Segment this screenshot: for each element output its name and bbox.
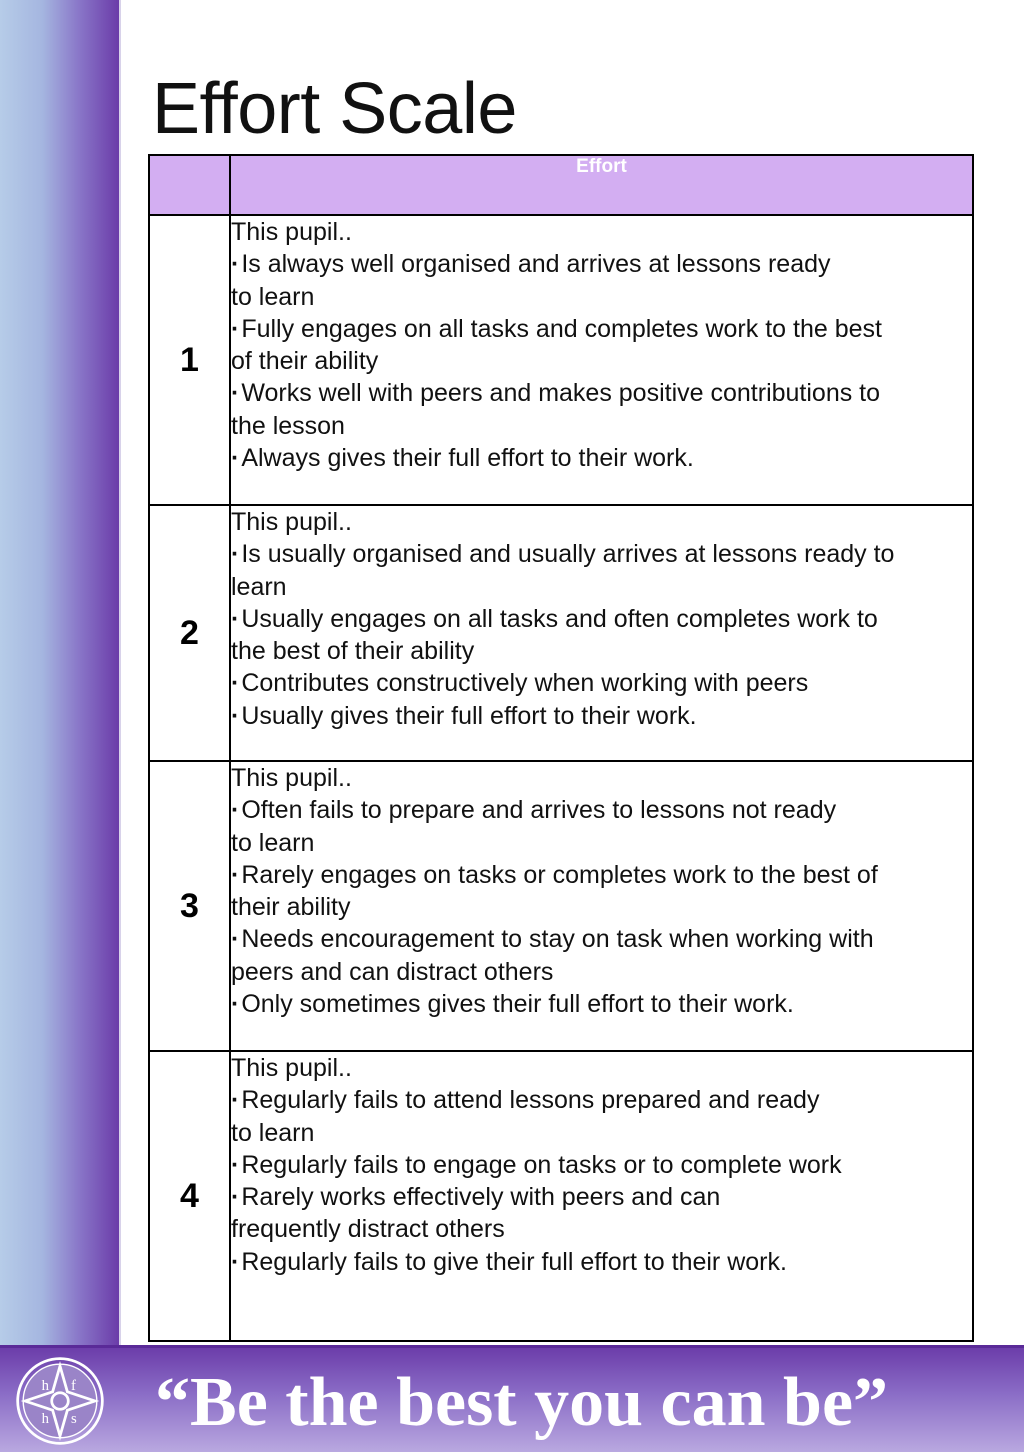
level-number: 3 bbox=[149, 761, 230, 1051]
description-line: · Rarely engages on tasks or completes work to the best of bbox=[231, 859, 972, 891]
level-number: 2 bbox=[149, 505, 230, 761]
crest-letter: s bbox=[71, 1411, 77, 1428]
description-line: the lesson bbox=[231, 411, 345, 440]
level-number: 4 bbox=[149, 1051, 230, 1341]
description-line: · Works well with peers and makes positive contributions to bbox=[231, 377, 972, 409]
description-line: · Always gives their full effort to their work. bbox=[231, 442, 972, 474]
description-line: This pupil.. bbox=[231, 508, 352, 536]
description-line: of their ability bbox=[231, 347, 379, 376]
description-line: their ability bbox=[231, 893, 351, 922]
description-line: · Regularly fails to attend lessons prepared and ready bbox=[231, 1084, 972, 1116]
description-line: This pupil.. bbox=[231, 764, 352, 792]
level-number: 1 bbox=[149, 215, 230, 505]
description-line: the best of their ability bbox=[231, 637, 475, 666]
level-description bbox=[230, 505, 973, 761]
description-line: to learn bbox=[231, 282, 315, 311]
description-line: · Often fails to prepare and arrives to lessons not ready bbox=[231, 794, 972, 826]
header-empty-cell bbox=[149, 155, 230, 215]
level-description bbox=[230, 215, 973, 505]
table-row bbox=[149, 505, 973, 761]
description-line: This pupil.. bbox=[231, 218, 352, 246]
school-crest-icon bbox=[14, 1355, 106, 1447]
description-line: This pupil.. bbox=[231, 1054, 352, 1082]
school-motto: “Be the best you can be” bbox=[155, 1364, 889, 1441]
crest-letter: h bbox=[41, 1377, 49, 1394]
description-line: · Is usually organised and usually arrives at lessons ready to bbox=[231, 538, 972, 570]
page-title: Effort Scale bbox=[152, 69, 517, 149]
table-row bbox=[149, 215, 973, 505]
table-row bbox=[149, 761, 973, 1051]
crest-letter: h bbox=[41, 1411, 49, 1428]
description-line: · Needs encouragement to stay on task when working with bbox=[231, 923, 972, 955]
description-line: · Is always well organised and arrives at lessons ready bbox=[231, 248, 972, 280]
effort-scale-table bbox=[148, 154, 974, 1342]
footer-banner bbox=[0, 1345, 1024, 1452]
description-line: to learn bbox=[231, 828, 315, 857]
footer-divider bbox=[0, 1345, 1024, 1348]
description-line: · Fully engages on all tasks and completes work to the best bbox=[231, 313, 972, 345]
description-line: · Usually gives their full effort to their work. bbox=[231, 700, 972, 732]
description-line: · Only sometimes gives their full effort to their work. bbox=[231, 988, 972, 1020]
description-line: learn bbox=[231, 572, 287, 601]
description-line: to learn bbox=[231, 1118, 315, 1147]
description-line: frequently distract others bbox=[231, 1215, 505, 1244]
description-line: · Rarely works effectively with peers and can bbox=[231, 1181, 972, 1213]
crest-letter: f bbox=[71, 1377, 76, 1394]
table-row bbox=[149, 1051, 973, 1341]
level-description bbox=[230, 1051, 973, 1341]
description-line: peers and can distract others bbox=[231, 957, 554, 986]
level-description bbox=[230, 761, 973, 1051]
table-header-row bbox=[149, 155, 973, 215]
left-sidebar-band bbox=[0, 0, 120, 1345]
description-line: · Usually engages on all tasks and often completes work to bbox=[231, 603, 972, 635]
header-effort-cell: Effort bbox=[230, 155, 973, 215]
description-line: · Regularly fails to give their full effort to their work. bbox=[231, 1246, 972, 1278]
description-line: · Contributes constructively when working with peers bbox=[231, 667, 972, 699]
description-line: · Regularly fails to engage on tasks or to complete work bbox=[231, 1149, 972, 1181]
sidebar-edge bbox=[119, 0, 121, 1345]
